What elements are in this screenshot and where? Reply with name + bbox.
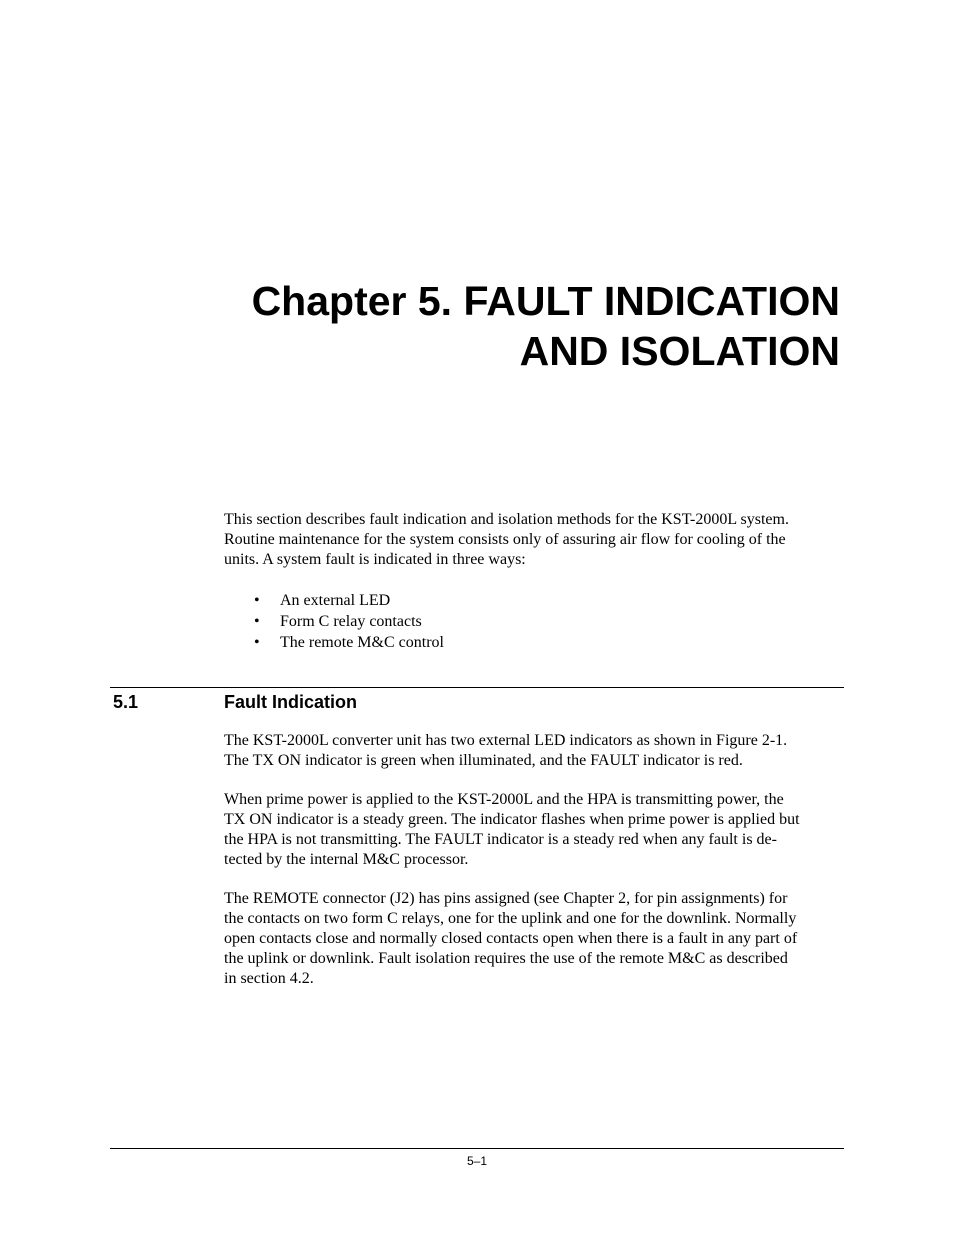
- bullet-icon: •: [254, 634, 260, 651]
- list-item: [224, 612, 824, 633]
- section-paragraph-3: [224, 889, 846, 989]
- section-paragraph-2: [224, 790, 846, 870]
- list-item-text: Form C relay contacts: [280, 613, 422, 630]
- intro-paragraph: [224, 510, 844, 570]
- list-item: [224, 633, 824, 654]
- paragraph-line: tected by the internal M&C processor.: [224, 851, 469, 868]
- section-paragraph-1: [224, 731, 846, 771]
- list-item-text: An external LED: [280, 592, 391, 609]
- fault-indication-methods-list: [224, 591, 824, 654]
- list-item: [224, 591, 824, 612]
- intro-line-1: This section describes fault indication and isolation methods for the KST-2000L system.: [224, 511, 789, 528]
- paragraph-line: in section 4.2.: [224, 970, 314, 987]
- chapter-title-line-1: Chapter 5. FAULT INDICATION: [251, 278, 840, 324]
- bullet-icon: •: [254, 592, 260, 609]
- intro-line-3: units. A system fault is indicated in three ways:: [224, 551, 526, 568]
- page-number: 5–1: [466, 1154, 488, 1168]
- paragraph-line: The REMOTE connector (J2) has pins assigned (see Chapter 2, for pin assignments) for: [224, 890, 788, 907]
- chapter-title: [150, 276, 840, 376]
- paragraph-line: TX ON indicator is a steady green. The indicator flashes when prime power is applied but: [224, 811, 800, 828]
- bullet-icon: •: [254, 613, 260, 630]
- section-number: 5.1: [113, 692, 139, 712]
- section-title: Fault Indication: [224, 692, 357, 712]
- paragraph-line: open contacts close and normally closed contacts open when there is a fault in any part of: [224, 930, 798, 947]
- paragraph-line: the uplink or downlink. Fault isolation requires the use of the remote M&C as described: [224, 950, 788, 967]
- paragraph-line: The TX ON indicator is green when illuminated, and the FAULT indicator is red.: [224, 752, 743, 769]
- paragraph-line: The KST-2000L converter unit has two external LED indicators as shown in Figure 2-1.: [224, 732, 788, 749]
- paragraph-line: When prime power is applied to the KST-2000L and the HPA is transmitting power, the: [224, 791, 784, 808]
- section-divider: [110, 687, 844, 688]
- footer-divider: [110, 1148, 844, 1149]
- intro-line-2: Routine maintenance for the system consists only of assuring air flow for cooling of the: [224, 531, 786, 548]
- paragraph-line: the HPA is not transmitting. The FAULT indicator is a steady red when any fault is de-: [224, 831, 777, 848]
- chapter-title-line-2: AND ISOLATION: [519, 328, 840, 374]
- list-item-text: The remote M&C control: [280, 634, 444, 651]
- paragraph-line: the contacts on two form C relays, one for the uplink and one for the downlink. Normally: [224, 910, 797, 927]
